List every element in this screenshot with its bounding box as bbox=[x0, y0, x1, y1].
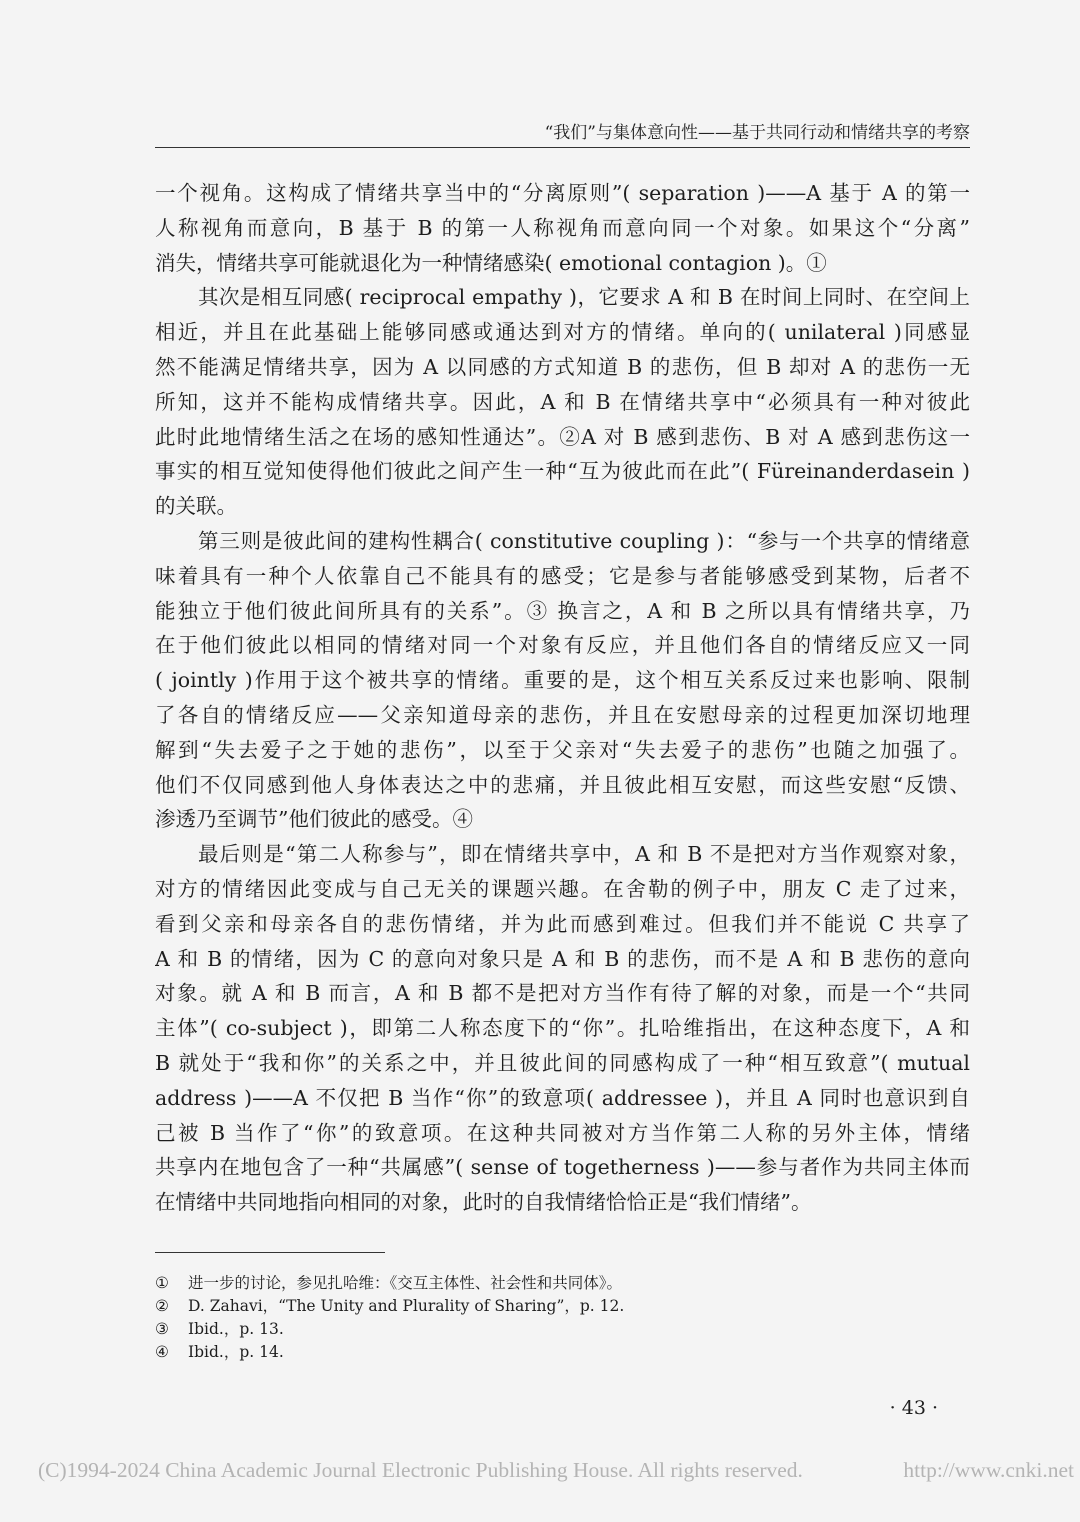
body-line: 他们不仅同感到他人身体表达之中的悲痛，并且彼此相互安慰，而这些安慰“反馈、 bbox=[155, 772, 970, 797]
body-line: 所知，这并不能构成情绪共享。因此，A 和 B 在情绪共享中“必须具有一种对彼此 bbox=[155, 389, 970, 414]
body-line: 此时此地情绪生活之在场的感知性通达”。②A 对 B 感到悲伤、B 对 A 感到悲伤这一 bbox=[155, 424, 970, 449]
body-line: 主体”( co-subject )，即第二人称态度下的“你”。扎哈维指出，在这种态度下，A 和 bbox=[155, 1016, 970, 1041]
body-line: 其次是相互同感( reciprocal empathy )，它要求 A 和 B 在时间上同时、在空间上 bbox=[198, 285, 970, 310]
copyright-url[interactable]: http://www.cnki.net bbox=[903, 1458, 1074, 1482]
body-line: 事实的相互觉知使得他们彼此之间产生一种“互为彼此而在此”( Füreinanderdasein ) bbox=[155, 459, 970, 484]
body-line: 消失，情绪共享可能就退化为一种情绪感染( emotional contagion )。① bbox=[155, 250, 827, 275]
footnote-text: Ibid.，p. 14. bbox=[188, 1343, 284, 1361]
body-line: 己被 B 当作了“你”的致意项。在这种共同被对方当作第二人称的另外主体，情绪 bbox=[155, 1120, 970, 1145]
body-line: 对方的情绪因此变成与自己无关的课题兴趣。在舍勒的例子中，朋友 C 走了过来， bbox=[155, 876, 970, 901]
body-line: 相近，并且在此基础上能够同感或通达到对方的情绪。单向的( unilateral )同感显 bbox=[155, 320, 970, 345]
footnote-mark: ④ bbox=[155, 1343, 169, 1361]
body-line: 的关联。 bbox=[155, 494, 237, 519]
body-line: 最后则是“第二人称参与”，即在情绪共享中，A 和 B 不是把对方当作观察对象， bbox=[198, 842, 970, 867]
body-text bbox=[155, 176, 970, 1220]
body-line: 解到“失去爱子之于她的悲伤”，以至于父亲对“失去爱子的悲伤”也随之加强了。 bbox=[155, 737, 970, 762]
footnote bbox=[155, 1272, 970, 1295]
body-line: 在情绪中共同地指向相同的对象，此时的自我情绪恰恰正是“我们情绪”。 bbox=[155, 1190, 812, 1215]
body-line: 了各自的情绪反应——父亲知道母亲的悲伤，并且在安慰母亲的过程更加深切地理 bbox=[155, 702, 970, 727]
body-line: ( jointly )作用于这个被共享的情绪。重要的是，这个相互关系反过来也影响、限制 bbox=[155, 668, 970, 693]
body-line: address )——A 不仅把 B 当作“你”的致意项( addressee )，并且 A 同时也意识到自 bbox=[155, 1085, 970, 1110]
body-line: B 就处于“我和你”的关系之中，并且彼此间的同感构成了一种“相互致意”( mutual bbox=[155, 1050, 970, 1075]
header-rule bbox=[155, 147, 970, 148]
body-line: 在于他们彼此以相同的情绪对同一个对象有反应，并且他们各自的情绪反应又一同 bbox=[155, 633, 970, 658]
copyright-text: (C)1994-2024 China Academic Journal Electronic Publishing House. All rights reserved. bbox=[38, 1458, 803, 1482]
body-line: 一个视角。这构成了情绪共享当中的“分离原则”( separation )——A 基于 A 的第一 bbox=[155, 181, 970, 205]
body-line: 能独立于他们彼此间所具有的关系”。③ 换言之，A 和 B 之所以具有情绪共享，乃 bbox=[155, 598, 970, 623]
body-line: 共享内在地包含了一种“共属感”( sense of togetherness )——参与者作为共同主体而 bbox=[155, 1155, 970, 1180]
footnote bbox=[155, 1341, 970, 1364]
footnote bbox=[155, 1318, 970, 1341]
body-line: 渗透乃至调节”他们彼此的感受。④ bbox=[155, 807, 473, 832]
footnote-rule bbox=[155, 1252, 385, 1253]
footnote bbox=[155, 1295, 970, 1318]
body-line: A 和 B 的情绪，因为 C 的意向对象只是 A 和 B 的悲伤，而不是 A 和 B 悲伤的意向 bbox=[155, 946, 970, 971]
page-number: · 43 · bbox=[889, 1397, 938, 1419]
footnote-text: Ibid.，p. 13. bbox=[188, 1320, 284, 1338]
footnote-text: D. Zahavi，“The Unity and Plurality of Sharing”，p. 12. bbox=[188, 1297, 625, 1315]
running-head: “我们”与集体意向性——基于共同行动和情绪共享的考察 bbox=[544, 123, 970, 143]
footnote-text: 进一步的讨论，参见扎哈维：《交互主体性、社会性和共同体》。 bbox=[188, 1274, 623, 1292]
body-line: 味着具有一种个人依靠自己不能具有的感受；它是参与者能够感受到某物，后者不 bbox=[155, 563, 970, 588]
body-line: 第三则是彼此间的建构性耦合( constitutive coupling )：“参与一个共享的情绪意 bbox=[198, 528, 970, 553]
body-line: 人称视角而意向，B 基于 B 的第一人称视角而意向同一个对象。如果这个“分离” bbox=[155, 215, 970, 240]
footnote-mark: ③ bbox=[155, 1320, 169, 1338]
body-line: 对象。就 A 和 B 而言，A 和 B 都不是把对方当作有待了解的对象，而是一个“共同 bbox=[155, 981, 970, 1006]
copyright-notice bbox=[38, 1458, 1074, 1483]
footnote-mark: ① bbox=[155, 1274, 169, 1292]
footnotes bbox=[155, 1272, 970, 1364]
body-line: 看到父亲和母亲各自的悲伤情绪，并为此而感到难过。但我们并不能说 C 共享了 bbox=[155, 911, 970, 936]
body-line: 然不能满足情绪共享，因为 A 以同感的方式知道 B 的悲伤，但 B 却对 A 的悲伤一无 bbox=[155, 354, 970, 379]
footnote-mark: ② bbox=[155, 1297, 169, 1315]
